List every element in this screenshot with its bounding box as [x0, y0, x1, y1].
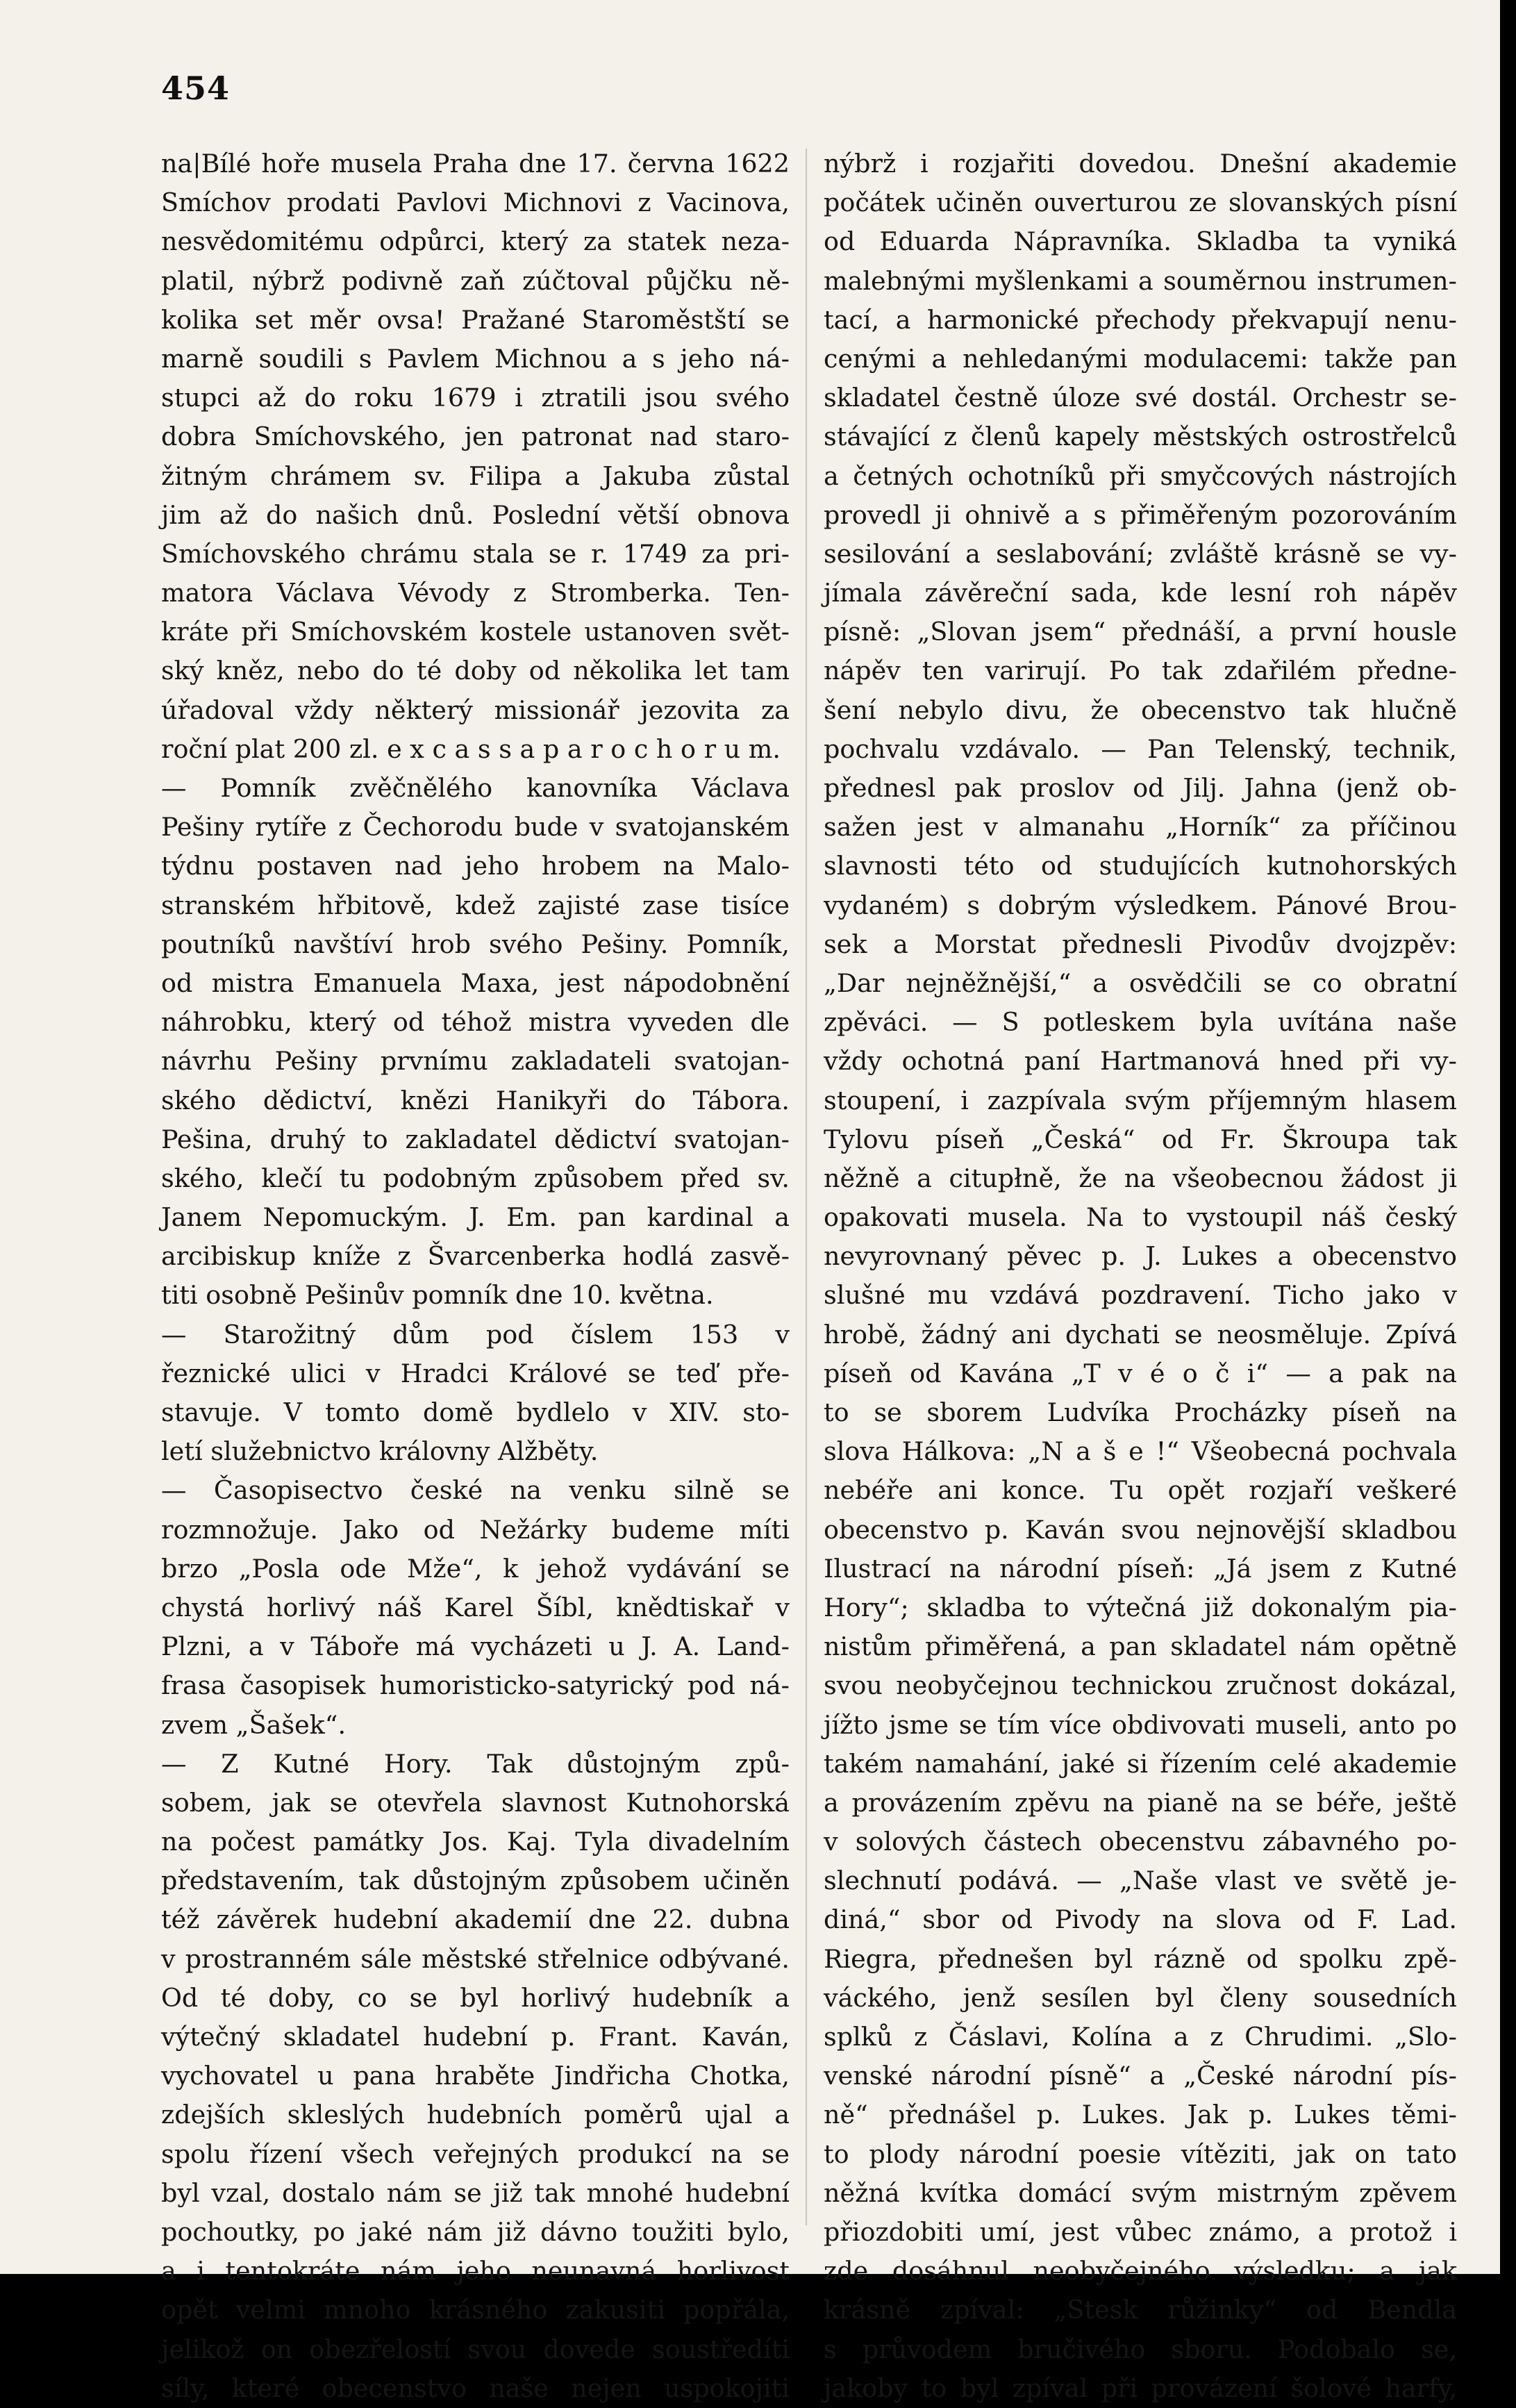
right-column-line: to se sborem Ludvíka Procházky píseň na [824, 1397, 1457, 1427]
right-column-line: písně: „Slovan jsem“ přednáší, a první housle [824, 617, 1457, 647]
left-column-line: návrhu Pešiny prvnímu zakladateli svatojan- [161, 1046, 790, 1077]
left-column-line: zvem „Šašek“. [161, 1709, 347, 1740]
left-column-line: úřadoval vždy některý missionář jezovita za [161, 695, 790, 725]
left-column-line: roční plat 200 zl. e x c a s s a p a r o c h o r u m. [161, 733, 781, 764]
right-column-line: provedl ji ohnivě a s přiměřeným pozorováním [824, 499, 1457, 530]
left-column-line: stupci až do roku 1679 i ztratili jsou svého [161, 383, 790, 413]
left-column-line: poutníků navštíví hrob svého Pešiny. Pomník, [161, 929, 790, 959]
left-column-line: chystá horlivý náš Karel Šíbl, knědtiskař v [161, 1592, 790, 1622]
left-column-line: od mistra Emanuela Maxa, jest nápodobnění [161, 968, 790, 998]
right-column-line: stávající z členů kapely městských ostrostřelců [824, 422, 1457, 452]
left-column-line: zdejších skleslých hudebních poměrů ujal a [161, 2100, 790, 2130]
right-column-line: Hory“; skladba to výtečná již dokonalým pia- [824, 1592, 1457, 1622]
right-column-line: obecenstvo p. Kaván svou nejnovější skladbou [824, 1514, 1457, 1545]
right-column-line: sek a Morstat přednesli Pivodův dvojzpěv: [824, 929, 1457, 959]
right-column-line: zpěváci. — S potleskem byla uvítána naše [824, 1007, 1457, 1038]
right-column-line: jakoby to byl zpíval při provázení šolové harfy, [824, 2373, 1457, 2403]
left-column-line: v prostranném sále městské střelnice odbývané. [161, 1943, 790, 1974]
left-column [161, 144, 790, 2408]
right-column-line: a provázením zpěvu na pianě na se béře, ještě [824, 1787, 1457, 1818]
left-column-line: na|Bílé hoře musela Praha dne 17. června 1622 [161, 149, 790, 178]
right-column-line: přiozdobiti umí, jest vůbec známo, a protož i [824, 2216, 1457, 2247]
right-column-line: vydaném) s dobrým výsledkem. Pánové Brou- [824, 890, 1457, 920]
left-column-line: titi osobně Pešinův pomník dne 10. května. [161, 1280, 714, 1311]
right-column-line: venské národní písně“ a „České národní pís- [824, 2061, 1457, 2091]
left-column-line: sobem, jak se otevřela slavnost Kutnohorská [161, 1787, 790, 1818]
right-column-line: něžně a citupłně, že na všeobecnou žádost ji [824, 1163, 1457, 1193]
right-column-line: od Eduarda Nápravníka. Skladba ta vyniká [824, 226, 1457, 257]
right-column-line: cenými a nehledanými modulacemi: takže pan [824, 343, 1457, 374]
left-column-line: Pešiny rytíře z Čechorodu bude v svatojanském [161, 812, 790, 842]
left-column-line: — Pomník zvěčnělého kanovníka Václava [161, 773, 790, 803]
right-column-line: slova Hálkova: „N a š e !“ Všeobecná pochvala [824, 1436, 1457, 1467]
left-column-line: stavuje. V tomto domě bydlelo v XIV. sto- [161, 1397, 790, 1427]
left-column-line: síly, které obecenstvo naše nejen uspokojiti [161, 2373, 790, 2403]
left-column-line: kolika set měr ovsa! Pražané Staroměstští se [161, 304, 790, 335]
left-column-line: dobra Smíchovského, jen patronat nad staro- [161, 422, 790, 452]
right-column-line: Riegra, přednešen byl rázně od spolku zpě- [824, 1943, 1457, 1974]
left-column-line: jim až do našich dnů. Poslední větší obnova [161, 499, 790, 530]
right-column-line: pochvalu vzdávalo. — Pan Telenský, technik, [824, 733, 1457, 764]
right-column-line: v solových částech obecenstvu zábavného po- [824, 1827, 1457, 1857]
right-column-line: krásně zpíval: „Stesk růžinky“ od Bendla [824, 2295, 1457, 2325]
right-column [824, 144, 1457, 2408]
right-column-line: nýbrž i rozjařiti dovedou. Dnešní akademie [824, 149, 1457, 178]
left-column-line: Janem Nepomuckým. J. Em. pan kardinal a [161, 1202, 790, 1233]
right-column-line: takém namahání, jaké si řízením celé akademie [824, 1748, 1457, 1779]
right-column-line: šení nebylo divu, že obecenstvo tak hlučně [824, 695, 1457, 725]
right-column-line: přednesl pak proslov od Jilj. Jahna (jenž ob- [824, 773, 1457, 803]
left-column-line: byl vzal, dostalo nám se již tak mnohé hudební [161, 2177, 790, 2208]
left-column-line: Smíchovského chrámu stala se r. 1749 za pri- [161, 538, 790, 569]
right-column-line: svou neobyčejnou technickou zručnost dokázal, [824, 1670, 1457, 1701]
left-column-line: arcibiskup kníže z Švarcenberka hodlá zasvě- [161, 1241, 790, 1272]
left-column-line: opět velmi mnoho krásného zakusiti popřála, [161, 2295, 790, 2325]
right-column-line: s průvodem bručivého sboru. Podobalo se, [824, 2334, 1457, 2364]
right-column-line: hrobě, žádný ani dychati se neosměluje. Zpívá [824, 1319, 1457, 1350]
right-column-line: tací, a harmonické přechody překvapují nenu- [824, 304, 1457, 335]
left-column-line: — Z Kutné Hory. Tak důstojným způ- [161, 1748, 790, 1779]
left-column-line: pochoutky, po jaké nám již dávno toužiti bylo, [161, 2216, 790, 2247]
left-column-line: — Starožitný dům pod číslem 153 v [161, 1319, 790, 1350]
right-column-line: diná,“ sbor od Pivody na slova od F. Lad. [824, 1904, 1457, 1935]
left-column-line: stranském hřbitově, kdež zajisté zase tisíce [161, 890, 790, 920]
right-column-line: ně“ přednášel p. Lukes. Jak p. Lukes těmi- [824, 2100, 1457, 2130]
left-column-line: řeznické ulici v Hradci Králové se teď pře- [161, 1358, 790, 1388]
left-column-line: též závěrek hudební akademií dne 22. dubna [161, 1904, 790, 1935]
right-column-line: nevyrovnaný pěvec p. J. Lukes a obecenstvo [824, 1241, 1457, 1272]
left-column-line: nesvědomitému odpůrci, který za statek neza- [161, 226, 790, 257]
left-column-line: Plzni, a v Táboře má vycházeti u J. A. Land- [161, 1631, 790, 1662]
left-column-line: Od té doby, co se byl horlivý hudebník a [161, 1982, 790, 2013]
left-column-line: ského, klečí tu podobným způsobem před sv. [161, 1163, 790, 1193]
left-column-line: na počest památky Jos. Kaj. Tyla divadelním [161, 1827, 790, 1857]
right-column-line: jímala závěreční sada, kde lesní roh nápěv [824, 578, 1457, 608]
right-column-line: sažen jest v almanahu „Horník“ za příčinou [824, 812, 1457, 842]
left-column-line: náhrobku, který od téhož mistra vyveden dle [161, 1007, 790, 1038]
left-column-line: kráte při Smíchovském kostele ustanoven svět- [161, 617, 790, 647]
left-column-line: rozmnožuje. Jako od Nežárky budeme míti [161, 1514, 790, 1545]
right-column-line: Tylovu píseň „Česká“ od Fr. Škroupa tak [824, 1124, 1457, 1154]
right-column-line: nápěv ten varirují. Po tak zdařilém předne- [824, 656, 1457, 686]
column-divider [806, 149, 807, 2225]
left-column-line: týdnu postaven nad jeho hrobem na Malo- [161, 851, 790, 881]
right-column-line: počátek učiněn ouverturou ze slovanských písní [824, 188, 1457, 218]
left-column-line: Pešina, druhý to zakladatel dědictví svatojan- [161, 1124, 790, 1154]
left-column-line: Smíchov prodati Pavlovi Michnovi z Vacinova, [161, 188, 790, 218]
right-column-line: vždy ochotná paní Hartmanová hned při vy- [824, 1046, 1457, 1077]
right-column-line: opakovati musela. Na to vystoupil náš český [824, 1202, 1457, 1233]
right-column-line: nistům přiměřená, a pan skladatel nám opětně [824, 1631, 1457, 1662]
right-column-line: zde dosáhnul neobyčejného výsledku; a jak [824, 2256, 1457, 2286]
right-column-line: jížto jsme se tím více obdivovati museli, anto po [824, 1709, 1457, 1740]
right-column-line: malebnými myšlenkami a souměrnou instrumen- [824, 265, 1457, 296]
right-column-line: slušné mu vzdává pozdravení. Ticho jako v [824, 1280, 1457, 1311]
right-column-line: nebéře ani konce. Tu opět rozjaří veškeré [824, 1475, 1457, 1506]
left-column-line: platil, nýbrž podivně zaň zúčtoval půjčku ně- [161, 265, 790, 296]
left-column-line: spolu řízení všech veřejných produkcí na se [161, 2139, 790, 2169]
left-column-line: — Časopisectvo české na venku silně se [161, 1475, 790, 1506]
left-column-line: představením, tak důstojným způsobem učiněn [161, 1866, 790, 1896]
right-column-line: stoupení, i zazpívala svým příjemným hlasem [824, 1085, 1457, 1115]
right-column-line: váckého, jenž sesílen byl členy sousedních [824, 1982, 1457, 2013]
left-column-line: vychovatel u pana hraběte Jindřicha Chotka, [161, 2061, 790, 2091]
left-column-line: výtečný skladatel hudební p. Frant. Kaván, [161, 2022, 790, 2052]
right-column-line: píseň od Kavána „T v é o č i“ — a pak na [824, 1358, 1457, 1388]
right-column-line: to plody národní poesie vítěziti, jak on tato [824, 2139, 1457, 2169]
right-column-line: slavnosti této od studujících kutnohorských [824, 851, 1457, 881]
left-column-line: letí služebnictvo královny Alžběty. [161, 1436, 599, 1467]
page-number: 454 [161, 69, 231, 107]
right-column-line: něžná kvítka domácí svým mistrným zpěvem [824, 2177, 1457, 2208]
left-column-line: ského dědictví, knězi Hanikyři do Tábora. [161, 1085, 790, 1115]
right-column-line: a četných ochotníků při smyčcových nástrojích [824, 460, 1457, 491]
right-column-line: slechnutí podává. — „Naše vlast ve světě je- [824, 1866, 1457, 1896]
right-column-line: „Dar nejněžnější,“ a osvědčili se co obratní [824, 968, 1457, 998]
right-column-line: Ilustrací na národní píseň: „Já jsem z Kutné [824, 1553, 1457, 1584]
right-column-line: skladatel čestně úloze své dostál. Orchestr se- [824, 383, 1457, 413]
left-column-line: matora Václava Vévody z Stromberka. Ten- [161, 578, 790, 608]
left-column-line: frasa časopisek humoristicko-satyrický pod ná- [161, 1670, 790, 1701]
left-column-line: marně soudili s Pavlem Michnou a s jeho ná- [161, 343, 790, 374]
left-column-line: žitným chrámem sv. Filipa a Jakuba zůstal [161, 460, 790, 491]
left-column-line: jelikož on obezřelostí svou dovede soustředíti [161, 2334, 790, 2364]
right-column-line: sesilování a seslabování; zvláště krásně se vy- [824, 538, 1457, 569]
left-column-line: a i tentokráte nám jeho neunavná horlivost [161, 2256, 790, 2286]
left-column-line: brzo „Posla ode Mže“, k jehož vydávání se [161, 1553, 790, 1584]
right-column-line: splků z Čáslavi, Kolína a z Chrudimi. „Slo- [824, 2022, 1457, 2052]
left-column-line: ský kněz, nebo do té doby od několika let tam [161, 656, 790, 686]
